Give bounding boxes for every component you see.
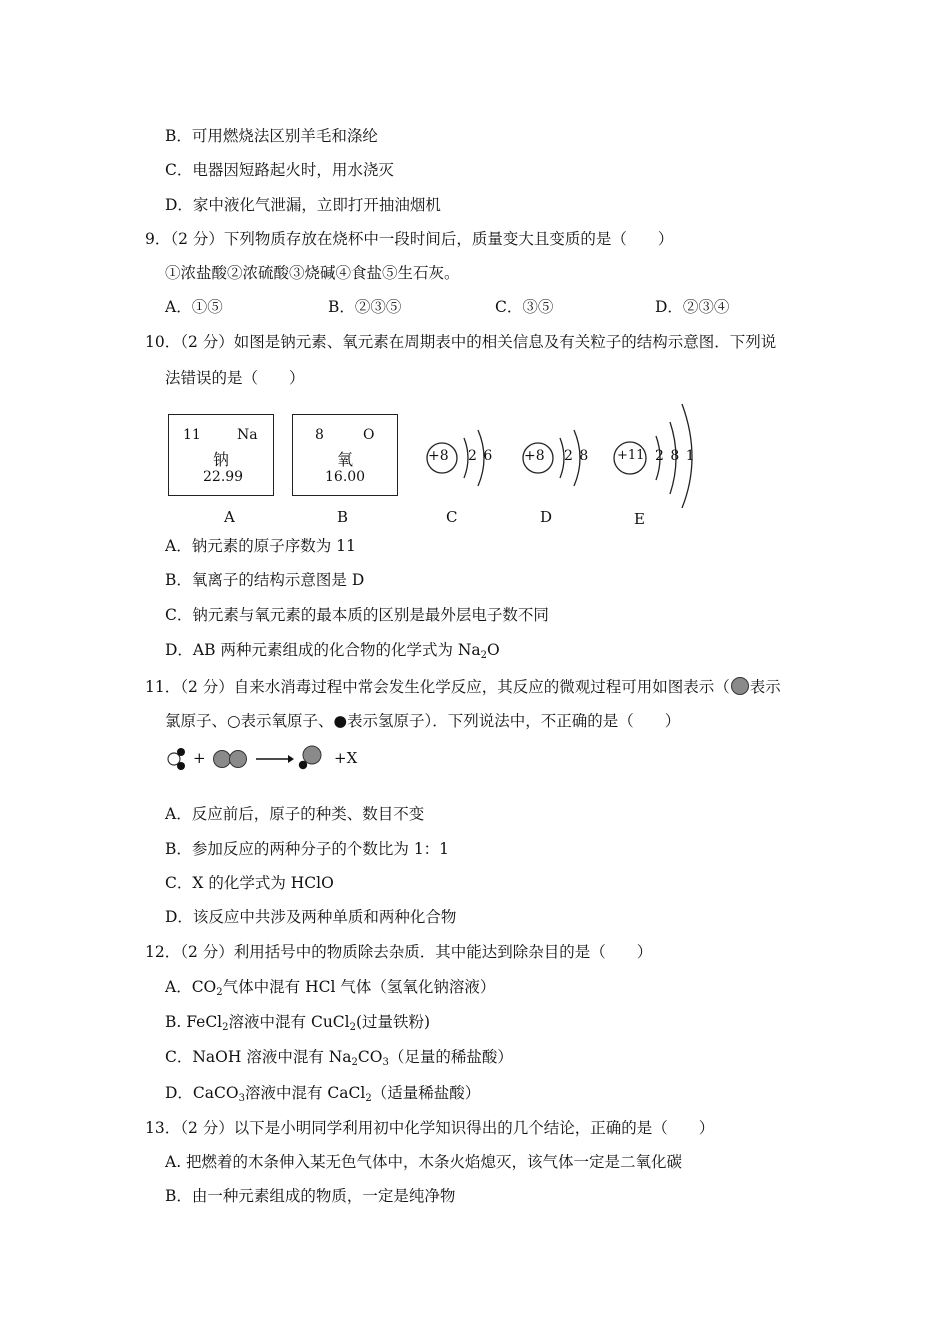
- q11-stem-line1: 11．（2 分）自来水消毒过程中常会发生化学反应，其反应的微观过程可用如图表示（ 表示: [145, 678, 781, 696]
- q12-option-d: D．CaCO$_3$溶液中混有 CaCl$_2$（适量稀盐酸）: [165, 1084, 481, 1104]
- atomic-number: 11: [183, 427, 201, 443]
- element-box-oxygen: [292, 414, 398, 496]
- q11-option-c: C．X 的化学式为 HClO: [165, 874, 334, 892]
- q13-stem: 13．（2 分）以下是小明同学利用初中化学知识得出的几个结论，正确的是（ ）: [145, 1119, 715, 1137]
- q11-stem-line2: 氯原子、○表示氧原子、●表示氢原子）．下列说法中，不正确的是（ ）: [165, 712, 681, 730]
- figure-label-a: A: [224, 508, 235, 526]
- atomic-mass: 22.99: [203, 469, 244, 485]
- q10-option-b: B．氧离子的结构示意图是 D: [165, 571, 365, 589]
- element-name: 钠: [213, 450, 230, 469]
- figure-label-c: C: [446, 508, 458, 526]
- atomic-mass: 16.00: [325, 469, 366, 485]
- q9-items: ①浓盐酸②浓硫酸③烧碱④食盐⑤生石灰。: [165, 264, 460, 282]
- hcl-molecule-icon: [296, 742, 326, 772]
- element-symbol: O: [363, 427, 375, 443]
- q13-option-a: A. 把燃着的木条伸入某无色气体中，木条火焰熄灭，该气体一定是二氧化碳: [165, 1153, 683, 1171]
- q10-option-c: C．钠元素与氧元素的最本质的区别是最外层电子数不同: [165, 606, 549, 624]
- q10-stem-line2: 法错误的是（ ）: [165, 369, 305, 387]
- q10-option-a: A．钠元素的原子序数为 11: [165, 537, 356, 555]
- q9-stem: 9．（2 分）下列物质存放在烧杯中一段时间后，质量变大且变质的是（ ）: [145, 230, 674, 248]
- q8-option-c: C．电器因短路起火时，用水浇灭: [165, 161, 394, 179]
- shells-d: 2 8: [564, 448, 589, 464]
- q12-option-c: C．NaOH 溶液中混有 $Na_2CO_3$（足量的稀盐酸）: [165, 1048, 513, 1068]
- q9-option-a: A．①⑤: [165, 298, 223, 316]
- element-name: 氧: [337, 450, 354, 469]
- q8-option-d: D．家中液化气泄漏，立即打开抽油烟机: [165, 196, 441, 214]
- q10-option-d: D．AB 两种元素组成的化合物的化学式为 $Na_2O$: [165, 641, 500, 661]
- q9-option-b: B．②③⑤: [328, 298, 402, 316]
- figure-label-e: E: [634, 510, 645, 528]
- nucleus-d: +8: [524, 448, 545, 464]
- element-box-sodium: [168, 414, 274, 496]
- q8-option-b: B．可用燃烧法区别羊毛和涤纶: [165, 127, 378, 145]
- reaction-diagram: [164, 744, 294, 774]
- reaction-plus: +: [193, 749, 206, 767]
- q12-option-a: A．$CO_2$气体中混有 HCl 气体（氢氧化钠溶液）: [165, 978, 496, 998]
- q10-stem-line1: 10．（2 分）如图是钠元素、氧元素在周期表中的相关信息及有关粒子的结构示意图．下列说: [145, 333, 777, 351]
- q13-option-b: B．由一种元素组成的物质，一定是纯净物: [165, 1187, 456, 1205]
- q11-option-b: B．参加反应的两种分子的个数比为 1：1: [165, 840, 450, 858]
- reaction-arrow-icon: [256, 755, 294, 763]
- q9-option-c: C．③⑤: [495, 298, 554, 316]
- shells-c: 2 6: [468, 448, 493, 464]
- atomic-number: 8: [315, 427, 324, 443]
- q9-option-d: D．②③④: [655, 298, 730, 316]
- shells-e: 2 8 1: [655, 448, 695, 464]
- reaction-product-x: +X: [334, 749, 358, 767]
- nucleus-e: +11: [617, 448, 645, 463]
- q11-option-a: A．反应前后，原子的种类、数目不变: [165, 805, 425, 823]
- chlorine-molecule-icon: [214, 751, 247, 768]
- water-molecule-icon: [168, 748, 185, 770]
- q11-option-d: D．该反应中共涉及两种单质和两种化合物: [165, 908, 457, 926]
- figure-label-d: D: [540, 508, 553, 526]
- chlorine-atom-icon: [730, 677, 750, 695]
- q12-stem: 12．（2 分）利用括号中的物质除去杂质．其中能达到除杂目的是（ ）: [145, 943, 653, 961]
- nucleus-c: +8: [428, 448, 449, 464]
- figure-label-b: B: [337, 508, 349, 526]
- element-symbol: Na: [237, 427, 258, 443]
- q12-option-b: B. FeCl$_2$溶液中混有 CuCl$_2$(过量铁粉): [165, 1013, 431, 1033]
